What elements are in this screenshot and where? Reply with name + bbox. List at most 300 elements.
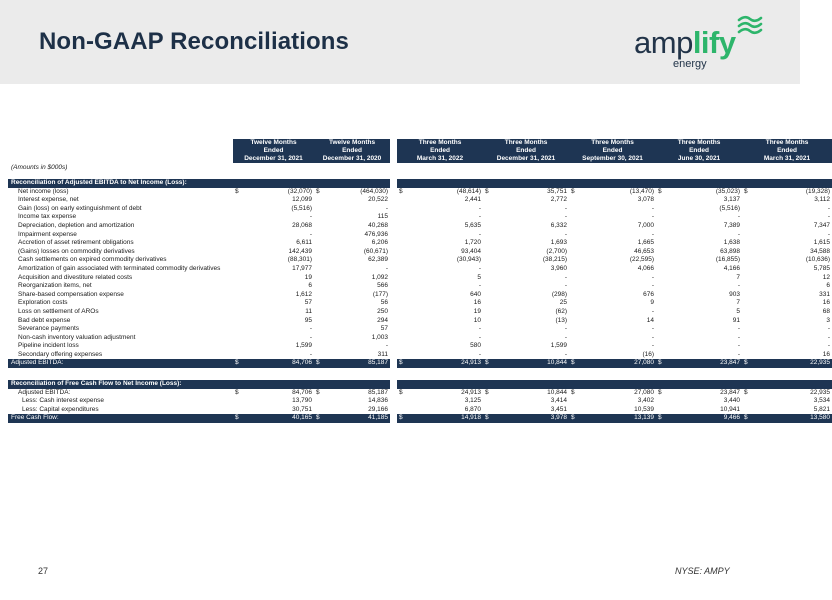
column-gap (390, 222, 397, 231)
table-row (8, 282, 832, 291)
value-cell: 5 (736, 307, 741, 315)
column-header: December 31, 2021 (233, 155, 314, 163)
value-cell: 3,402 (637, 397, 655, 405)
currency-symbol (233, 351, 241, 360)
currency-symbol (742, 325, 752, 334)
currency-symbol (314, 351, 322, 360)
value-cell: - (478, 213, 482, 221)
column-gap (390, 389, 397, 398)
column-gap (390, 359, 397, 368)
column-gap (390, 406, 397, 415)
currency-symbol (233, 222, 241, 231)
currency-symbol: $ (314, 414, 322, 423)
currency-symbol (233, 282, 241, 291)
currency-symbol (483, 342, 493, 351)
row-label: Less: Capital expenditures (22, 405, 99, 413)
currency-symbol (397, 351, 407, 360)
currency-symbol (397, 196, 407, 205)
currency-symbol (233, 406, 241, 415)
currency-symbol (656, 239, 666, 248)
currency-symbol (742, 351, 752, 360)
value-cell: - (385, 264, 389, 272)
value-cell: 6,332 (550, 221, 568, 229)
currency-symbol (483, 239, 493, 248)
column-header: June 30, 2021 (656, 155, 742, 163)
total-value: 14,918 (407, 414, 483, 423)
column-header: Ended (742, 147, 832, 155)
value-cell: - (478, 282, 482, 290)
value-cell: - (478, 230, 482, 238)
table-row (8, 256, 832, 265)
currency-symbol (314, 213, 322, 222)
row-label: Adjusted EBITDA: (18, 388, 71, 396)
currency-symbol (483, 282, 493, 291)
currency-symbol (656, 342, 666, 351)
value-cell: (38,215) (542, 256, 568, 264)
currency-symbol (656, 334, 666, 343)
currency-symbol (314, 231, 322, 240)
value-cell: 7 (736, 273, 741, 281)
value-cell: 1,003 (371, 333, 389, 341)
currency-symbol (233, 397, 241, 406)
value-cell: 1,599 (295, 342, 313, 350)
value-cell: 14,836 (368, 397, 389, 405)
value-cell: 9 (650, 299, 655, 307)
currency-symbol (656, 291, 666, 300)
currency-symbol (742, 317, 752, 326)
column-header: Twelve Months (314, 139, 390, 147)
value-cell: - (651, 230, 655, 238)
column-gap (390, 213, 397, 222)
value-cell: 16 (822, 299, 831, 307)
currency-symbol (397, 299, 407, 308)
currency-symbol (483, 213, 493, 222)
currency-symbol (233, 291, 241, 300)
value-cell: 68 (822, 307, 831, 315)
value-cell: (19,328) (805, 187, 831, 195)
units-row (8, 163, 832, 173)
column-header-row (8, 155, 832, 163)
column-header: Three Months (742, 139, 832, 147)
column-header: March 31, 2022 (397, 155, 483, 163)
value-cell: 56 (380, 299, 389, 307)
currency-symbol (569, 325, 579, 334)
currency-symbol: $ (233, 414, 241, 423)
total-value: 24,913 (407, 359, 483, 368)
value-cell: - (564, 333, 568, 341)
currency-symbol (569, 265, 579, 274)
total-value: 85,187 (322, 359, 390, 368)
table-row (8, 291, 832, 300)
currency-symbol (314, 299, 322, 308)
value-cell: 10 (473, 316, 482, 324)
table-row (8, 239, 832, 248)
value-cell: - (309, 333, 313, 341)
column-header: Three Months (656, 139, 742, 147)
column-gap (390, 231, 397, 240)
value-cell: (16) (642, 350, 655, 358)
column-gap (390, 147, 397, 155)
row-label: Secondary offering expenses (18, 350, 103, 358)
value-cell: 46,653 (634, 247, 655, 255)
column-gap (390, 188, 397, 197)
value-cell: (60,671) (363, 247, 389, 255)
currency-symbol (483, 265, 493, 274)
value-cell: 1,665 (637, 239, 655, 247)
value-cell: 3,534 (813, 397, 831, 405)
value-cell: 6 (308, 282, 313, 290)
value-cell: 476,936 (364, 230, 389, 238)
row-label: Interest expense, net (18, 196, 79, 204)
currency-symbol (483, 196, 493, 205)
currency-symbol: $ (571, 388, 575, 396)
value-cell: 5,635 (464, 221, 482, 229)
total-row (8, 414, 832, 423)
currency-symbol: $ (485, 187, 489, 195)
total-value: 22,935 (752, 359, 832, 368)
value-cell: 3,125 (464, 397, 482, 405)
value-cell: (62) (555, 307, 568, 315)
value-cell: 22,935 (810, 388, 831, 396)
currency-symbol (397, 265, 407, 274)
value-cell: 95 (304, 316, 313, 324)
value-cell: 294 (377, 316, 389, 324)
value-cell: 1,638 (723, 239, 741, 247)
currency-symbol (742, 299, 752, 308)
column-gap (390, 155, 397, 163)
currency-symbol (742, 265, 752, 274)
header-blank (8, 155, 233, 163)
currency-symbol: $ (658, 388, 662, 396)
value-cell: - (564, 350, 568, 358)
currency-symbol (233, 196, 241, 205)
currency-symbol: $ (656, 359, 666, 368)
currency-symbol (569, 334, 579, 343)
currency-symbol (569, 222, 579, 231)
row-label: Income tax expense (18, 213, 77, 221)
column-gap (390, 291, 397, 300)
currency-symbol (483, 256, 493, 265)
currency-symbol (569, 231, 579, 240)
currency-symbol: $ (483, 414, 493, 423)
currency-symbol: $ (656, 414, 666, 423)
currency-symbol (742, 397, 752, 406)
currency-symbol (569, 291, 579, 300)
value-cell: - (309, 213, 313, 221)
currency-symbol: $ (569, 414, 579, 423)
value-cell: 3,078 (637, 196, 655, 204)
table-row (8, 342, 832, 351)
column-gap (390, 282, 397, 291)
currency-symbol (397, 274, 407, 283)
currency-symbol (314, 256, 322, 265)
value-cell: 2,772 (550, 196, 568, 204)
logo-wave-icon (737, 14, 763, 40)
currency-symbol: $ (742, 414, 752, 423)
value-cell: 85,187 (368, 388, 389, 396)
page-title: Non-GAAP Reconciliations (39, 28, 349, 55)
value-cell: 6 (826, 282, 831, 290)
column-header: Ended (483, 147, 569, 155)
column-gap (390, 397, 397, 406)
table-row (8, 265, 832, 274)
value-cell: 311 (377, 350, 389, 358)
value-cell: (2,700) (546, 247, 568, 255)
currency-symbol (314, 265, 322, 274)
currency-symbol (656, 196, 666, 205)
value-cell: 84,706 (292, 388, 313, 396)
value-cell: 28,068 (292, 221, 313, 229)
currency-symbol (233, 265, 241, 274)
currency-symbol (397, 397, 407, 406)
value-cell: 13,790 (292, 397, 313, 405)
table-row (8, 351, 832, 360)
value-cell: - (737, 213, 741, 221)
total-value: 27,080 (579, 359, 656, 368)
currency-symbol (233, 256, 241, 265)
currency-symbol (569, 256, 579, 265)
currency-symbol (569, 299, 579, 308)
currency-symbol (233, 231, 241, 240)
value-cell: - (651, 333, 655, 341)
column-header: Twelve Months (233, 139, 314, 147)
currency-symbol (656, 265, 666, 274)
value-cell: (5,516) (291, 204, 313, 212)
value-cell: - (827, 204, 831, 212)
value-cell: 142,439 (288, 247, 313, 255)
logo-word-prefix: amp (634, 25, 693, 60)
value-cell: 7,389 (723, 221, 741, 229)
currency-symbol (233, 205, 241, 214)
row-label: Impairment expense (18, 230, 77, 238)
row-label: Reorganization items, net (18, 282, 92, 290)
value-cell: 7 (736, 299, 741, 307)
currency-symbol (314, 342, 322, 351)
value-cell: 19 (473, 307, 482, 315)
table-row (8, 397, 832, 406)
currency-symbol (314, 222, 322, 231)
value-cell: 3,137 (723, 196, 741, 204)
currency-symbol (742, 196, 752, 205)
column-header: Ended (397, 147, 483, 155)
currency-symbol (314, 274, 322, 283)
currency-symbol (656, 213, 666, 222)
column-header: Three Months (483, 139, 569, 147)
value-cell: - (737, 325, 741, 333)
section-header-row (8, 179, 832, 188)
currency-symbol (742, 205, 752, 214)
value-cell: (30,943) (456, 256, 482, 264)
value-cell: 1,612 (295, 290, 313, 298)
value-cell: 1,599 (550, 342, 568, 350)
value-cell: 580 (470, 342, 482, 350)
value-cell: 10,844 (547, 388, 568, 396)
currency-symbol (569, 274, 579, 283)
currency-symbol (656, 282, 666, 291)
value-cell: - (827, 213, 831, 221)
currency-symbol (314, 248, 322, 257)
value-cell: - (478, 333, 482, 341)
currency-symbol (483, 274, 493, 283)
value-cell: 3,112 (814, 196, 831, 204)
currency-symbol (569, 239, 579, 248)
currency-symbol (656, 397, 666, 406)
table-row (8, 196, 832, 205)
currency-symbol (397, 256, 407, 265)
column-header: December 31, 2021 (483, 155, 569, 163)
currency-symbol (656, 222, 666, 231)
value-cell: - (827, 333, 831, 341)
currency-symbol (742, 274, 752, 283)
row-label: Gain (loss) on early extinguishment of debt (18, 204, 142, 212)
currency-symbol: $ (316, 388, 320, 396)
currency-symbol (397, 213, 407, 222)
currency-symbol (397, 325, 407, 334)
column-header: December 31, 2020 (314, 155, 390, 163)
value-cell: 57 (304, 299, 313, 307)
value-cell: 57 (380, 325, 389, 333)
value-cell: - (478, 350, 482, 358)
currency-symbol (233, 299, 241, 308)
currency-symbol (656, 248, 666, 257)
value-cell: 5,821 (813, 405, 831, 413)
value-cell: (22,595) (629, 256, 655, 264)
currency-symbol (656, 308, 666, 317)
value-cell: 903 (729, 290, 741, 298)
value-cell: 3,414 (550, 397, 568, 405)
currency-symbol (483, 351, 493, 360)
currency-symbol (569, 351, 579, 360)
currency-symbol: $ (399, 187, 403, 195)
column-gap (390, 325, 397, 334)
currency-symbol (233, 308, 241, 317)
currency-symbol (483, 299, 493, 308)
currency-symbol (314, 397, 322, 406)
logo-wordmark (634, 26, 736, 60)
row-label: Accretion of asset retirement obligations (18, 239, 134, 247)
table-row (8, 299, 832, 308)
section-header-row (8, 380, 832, 389)
value-cell: 30,751 (292, 405, 313, 413)
value-cell: 23,847 (720, 388, 741, 396)
value-cell: (88,301) (287, 256, 313, 264)
currency-symbol: $ (235, 388, 239, 396)
currency-symbol (397, 308, 407, 317)
currency-symbol (656, 231, 666, 240)
value-cell: (177) (372, 290, 389, 298)
value-cell: 7,347 (813, 221, 831, 229)
currency-symbol: $ (235, 187, 239, 195)
currency-symbol (483, 406, 493, 415)
currency-symbol (742, 308, 752, 317)
currency-symbol (656, 205, 666, 214)
table-row (8, 389, 832, 398)
currency-symbol (483, 222, 493, 231)
value-cell: - (651, 325, 655, 333)
column-gap (390, 380, 397, 389)
currency-symbol: $ (233, 359, 241, 368)
column-gap (390, 334, 397, 343)
currency-symbol: $ (658, 187, 662, 195)
table-row (8, 222, 832, 231)
value-cell: 640 (470, 290, 482, 298)
column-header: Ended (233, 147, 314, 155)
column-header: Ended (656, 147, 742, 155)
currency-symbol (233, 248, 241, 257)
column-gap (390, 179, 397, 188)
column-gap (390, 256, 397, 265)
currency-symbol (233, 325, 241, 334)
value-cell: - (385, 342, 389, 350)
row-label: Severance payments (18, 325, 80, 333)
currency-symbol (483, 334, 493, 343)
column-header: Ended (314, 147, 390, 155)
value-cell: - (651, 213, 655, 221)
currency-symbol (397, 248, 407, 257)
value-cell: 10,941 (720, 405, 741, 413)
currency-symbol (569, 397, 579, 406)
currency-symbol (397, 317, 407, 326)
value-cell: (35,023) (715, 187, 741, 195)
table-row (8, 308, 832, 317)
value-cell: - (564, 230, 568, 238)
row-label: Exploration costs (18, 299, 68, 307)
column-gap (390, 139, 397, 147)
row-label: Bad debt expense (18, 316, 71, 324)
value-cell: 14 (646, 316, 655, 324)
value-cell: 3,440 (723, 397, 741, 405)
total-label: Free Cash Flow: (8, 414, 233, 423)
column-gap (390, 248, 397, 257)
value-cell: 3 (826, 316, 831, 324)
currency-symbol (656, 317, 666, 326)
currency-symbol (742, 342, 752, 351)
value-cell: - (737, 350, 741, 358)
value-cell: 3,451 (550, 405, 568, 413)
row-label: (Gains) losses on commodity derivatives (18, 247, 135, 255)
currency-symbol: $ (744, 388, 748, 396)
total-value: 23,847 (666, 359, 742, 368)
column-header: Ended (569, 147, 656, 155)
value-cell: 25 (559, 299, 568, 307)
value-cell: (5,516) (719, 204, 741, 212)
value-cell: - (564, 325, 568, 333)
value-cell: - (651, 273, 655, 281)
value-cell: 27,080 (634, 388, 655, 396)
value-cell: 11 (305, 307, 313, 315)
value-cell: 1,720 (464, 239, 482, 247)
units-note: (Amounts in $000s) (11, 164, 68, 171)
value-cell: 35,751 (547, 187, 568, 195)
logo-word-suffix: lify (692, 25, 736, 60)
currency-symbol: $ (483, 359, 493, 368)
value-cell: (16,855) (715, 256, 741, 264)
total-label: Adjusted EBITDA: (8, 359, 233, 368)
currency-symbol (314, 308, 322, 317)
row-label: Acquisition and divestiture related costs (18, 273, 133, 281)
table-row (8, 325, 832, 334)
value-cell: - (827, 325, 831, 333)
currency-symbol: $ (314, 359, 322, 368)
value-cell: - (827, 230, 831, 238)
total-value: 84,706 (241, 359, 314, 368)
currency-symbol (656, 299, 666, 308)
currency-symbol (569, 308, 579, 317)
table-row (8, 317, 832, 326)
currency-symbol (742, 282, 752, 291)
total-value: 9,466 (666, 414, 742, 423)
column-gap (390, 342, 397, 351)
